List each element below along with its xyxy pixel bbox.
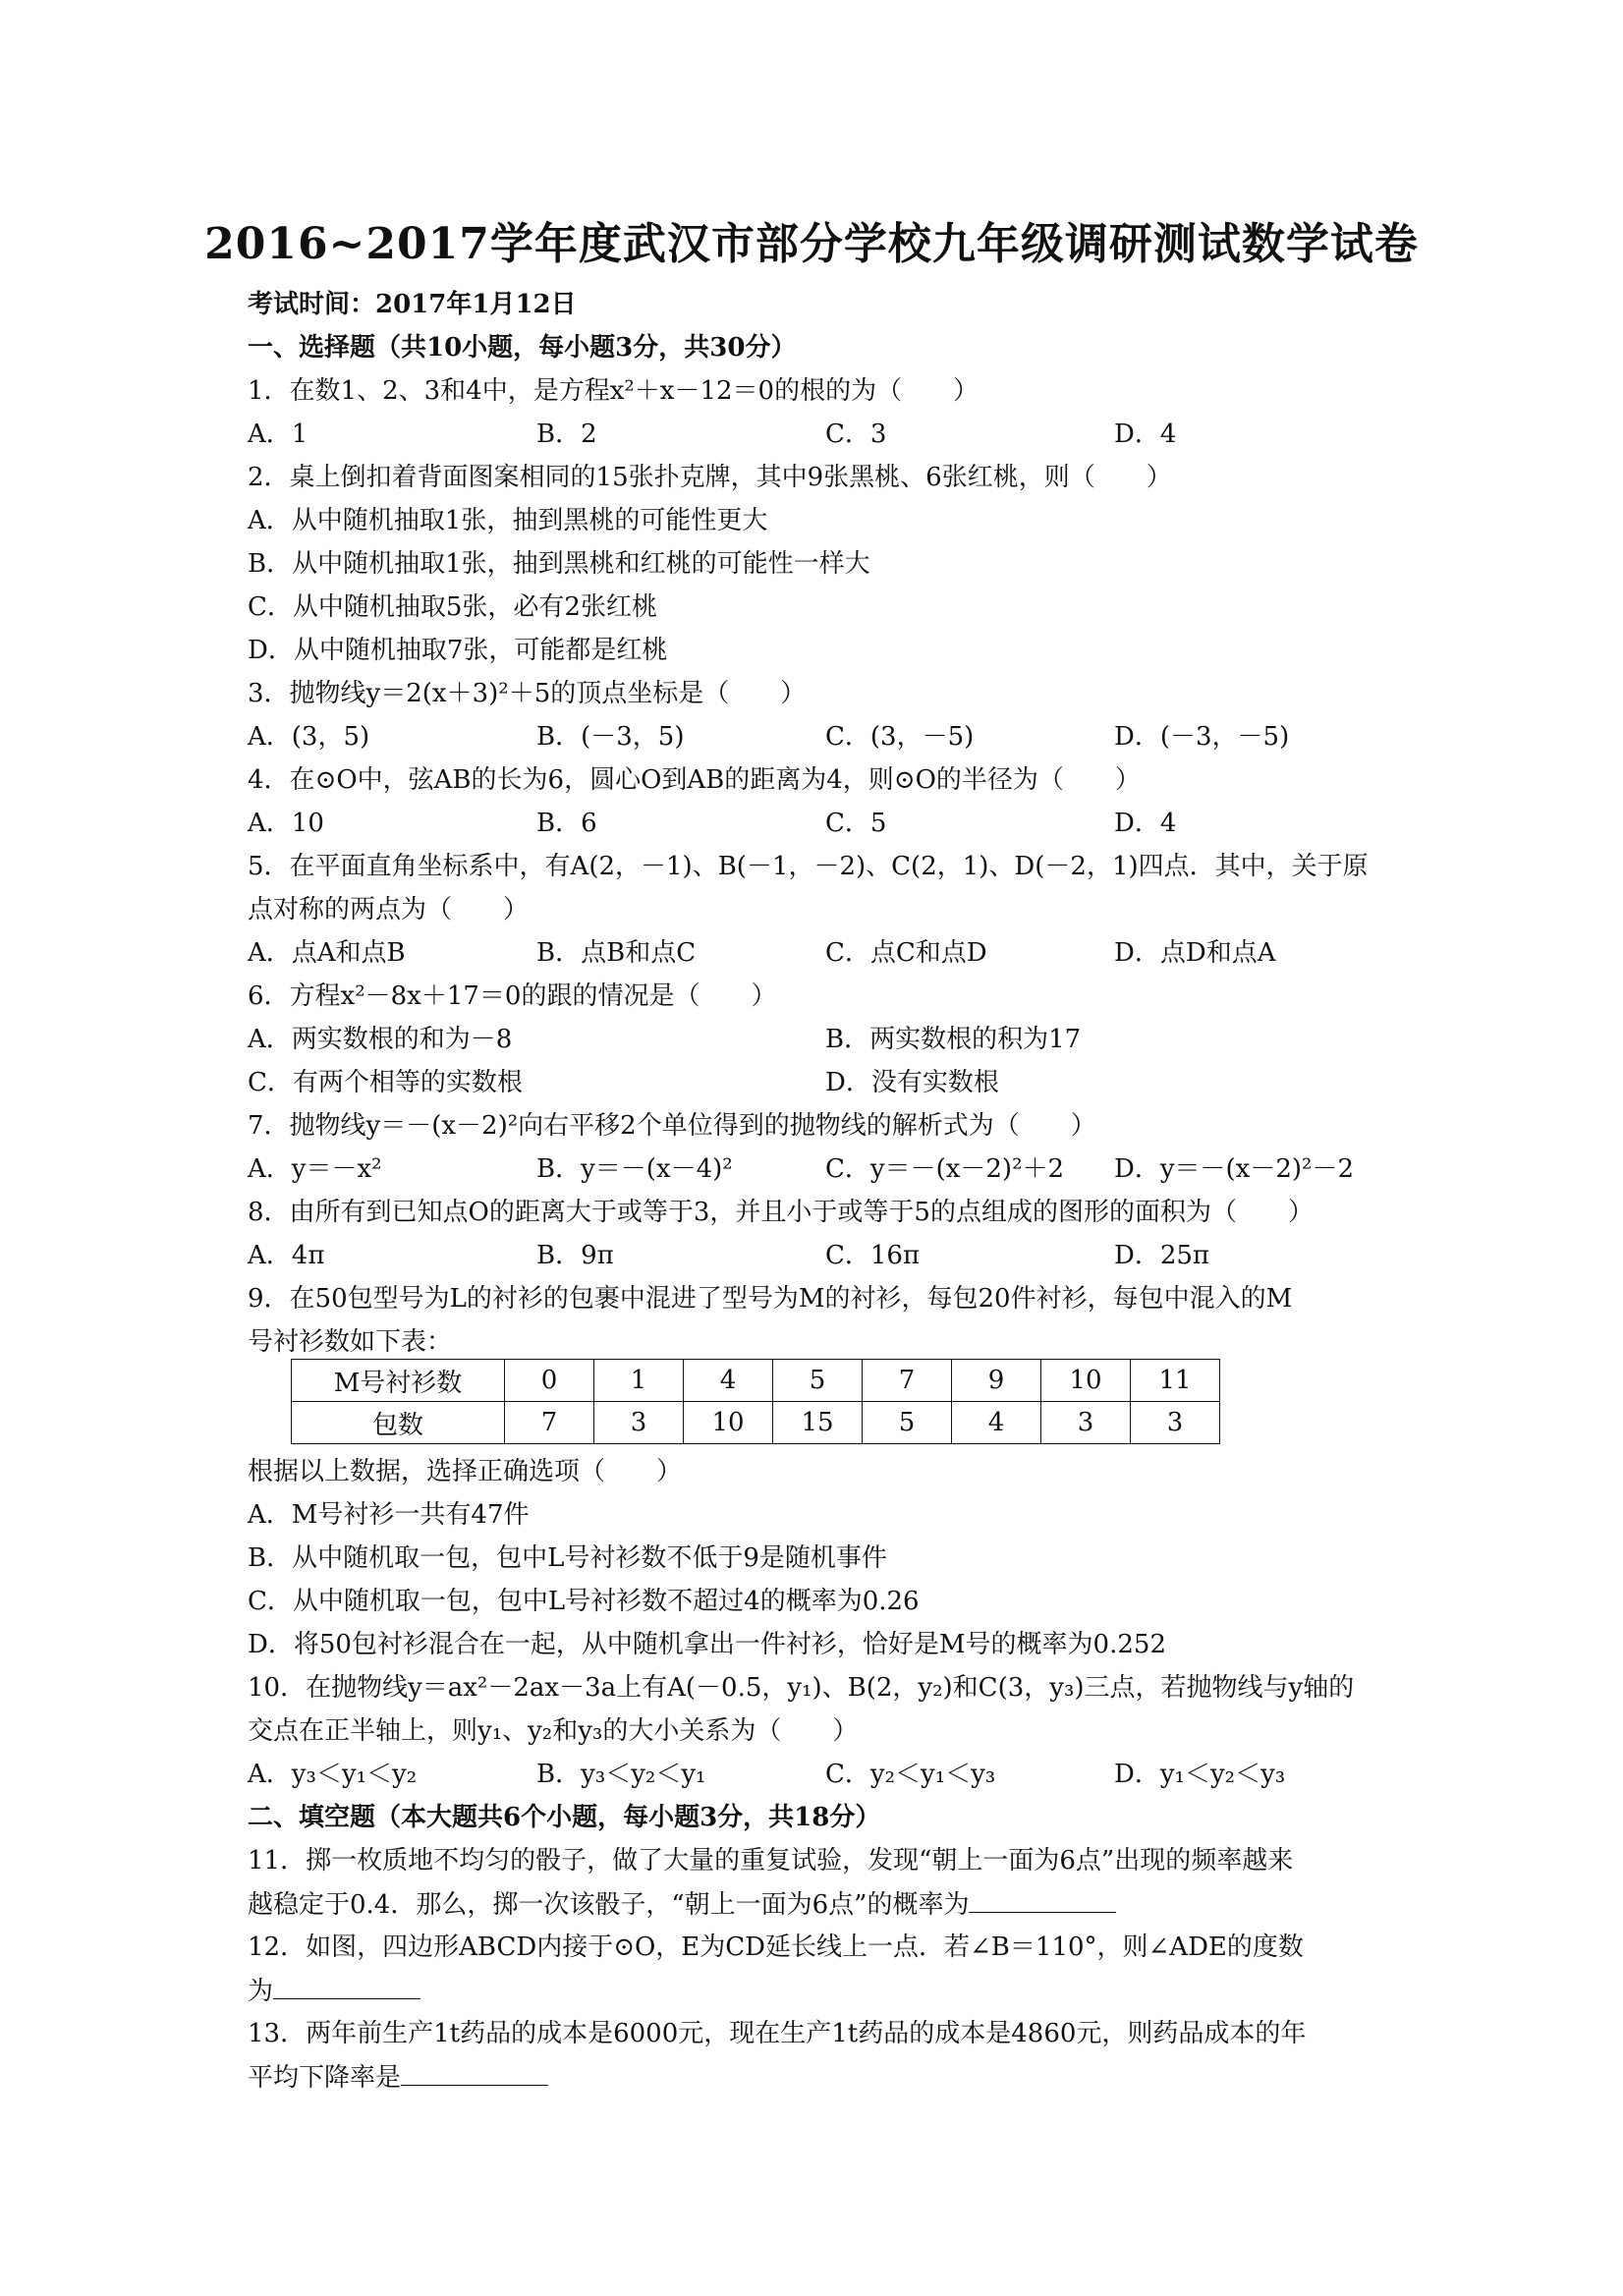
- question-2-option-b: B．从中随机抽取1张，抽到黑桃和红桃的可能性一样大: [248, 549, 870, 579]
- table-cell: 7: [505, 1402, 594, 1444]
- question-9-stem-line-3: 根据以上数据，选择正确选项（ ）: [248, 1457, 683, 1486]
- question-8-option-d: D．25π: [1114, 1241, 1210, 1270]
- question-8-option-c: C．16π: [825, 1241, 921, 1270]
- table-row: [292, 1360, 1220, 1402]
- question-10-option-b: B．y₃＜y₂＜y₁: [536, 1760, 706, 1789]
- table-cell: 5: [773, 1360, 863, 1402]
- question-11-line-1: 11．掷一枚质地不均匀的骰子，做了大量的重复试验，发现“朝上一面为6点”出现的频率越来: [248, 1846, 1294, 1876]
- question-9-option-c: C．从中随机取一包，包中L号衬衫数不超过4的概率为0.26: [248, 1587, 920, 1616]
- question-6-option-d: D．没有实数根: [825, 1068, 999, 1097]
- question-7-option-c: C．y＝－(x－2)²＋2: [825, 1154, 1065, 1184]
- table-cell: 0: [505, 1360, 594, 1402]
- question-6-option-c: C．有两个相等的实数根: [248, 1068, 523, 1097]
- question-3-option-d: D．(－3，－5): [1114, 722, 1290, 752]
- question-9-option-a: A．M号衬衫一共有47件: [248, 1500, 530, 1530]
- answer-blank[interactable]: [401, 2059, 548, 2086]
- question-4-option-b: B．6: [536, 809, 597, 838]
- table-cell: 3: [1131, 1402, 1220, 1444]
- question-10-stem-line-2: 交点在正半轴上，则y₁、y₂和y₃的大小关系为（ ）: [248, 1716, 859, 1746]
- question-3-option-b: B．(－3，5): [536, 722, 685, 752]
- question-8-option-a: A．4π: [248, 1241, 325, 1270]
- question-9-stem-line-2: 号衬衫数如下表：: [248, 1327, 453, 1357]
- question-8-stem: 8．由所有到已知点O的距离大于或等于3，并且小于或等于5的点组成的图形的面积为（ ）: [248, 1198, 1314, 1227]
- shirt-count-table: [291, 1359, 1220, 1444]
- table-cell: 5: [863, 1402, 952, 1444]
- table-cell: 11: [1131, 1360, 1220, 1402]
- question-2-option-c: C．从中随机抽取5张，必有2张红桃: [248, 592, 657, 622]
- question-9-option-d: D．将50包衬衫混合在一起，从中随机拿出一件衬衫，恰好是M号的概率为0.252: [248, 1630, 1166, 1659]
- question-7-stem: 7．抛物线y＝－(x－2)²向右平移2个单位得到的抛物线的解析式为（ ）: [248, 1111, 1096, 1141]
- table-cell: 3: [594, 1402, 684, 1444]
- question-1-option-c: C．3: [825, 420, 887, 449]
- question-2-stem: 2．桌上倒扣着背面图案相同的15张扑克牌，其中9张黑桃、6张红桃，则（ ）: [248, 463, 1172, 492]
- question-2-option-a: A．从中随机抽取1张，抽到黑桃的可能性更大: [248, 506, 768, 535]
- question-5-option-c: C．点C和点D: [825, 938, 987, 968]
- section-2-heading: 二、填空题（本大题共6个小题，每小题3分，共18分）: [248, 1803, 881, 1832]
- question-13-text: 平均下降率是: [248, 2063, 402, 2093]
- question-7-option-d: D．y＝－(x－2)²－2: [1114, 1154, 1354, 1184]
- question-6-option-a: A．两实数根的和为－8: [248, 1025, 513, 1054]
- question-3-stem: 3．抛物线y＝2(x＋3)²＋5的顶点坐标是（ ）: [248, 679, 807, 708]
- question-9-option-b: B．从中随机取一包，包中L号衬衫数不低于9是随机事件: [248, 1543, 887, 1573]
- table-cell: 1: [594, 1360, 684, 1402]
- question-12-text: 为: [248, 1977, 274, 2006]
- table-cell: 10: [1041, 1360, 1131, 1402]
- question-4-stem: 4．在⊙O中，弦AB的长为6，圆心O到AB的距离为4，则⊙O的半径为（ ）: [248, 765, 1141, 795]
- question-3-option-a: A．(3，5): [248, 722, 370, 752]
- table-header-cell: M号衬衫数: [292, 1360, 505, 1402]
- question-5-option-b: B．点B和点C: [536, 938, 697, 968]
- table-cell: 15: [773, 1402, 863, 1444]
- question-13-line-1: 13．两年前生产1t药品的成本是6000元，现在生产1t药品的成本是4860元，则药品成本的年: [248, 2019, 1307, 2048]
- question-1-option-b: B．2: [536, 420, 597, 449]
- page-title: 2016~2017学年度武汉市部分学校九年级调研测试数学试卷: [204, 219, 1419, 269]
- question-4-option-a: A．10: [248, 809, 324, 838]
- question-1-option-d: D．4: [1114, 420, 1177, 449]
- question-8-option-b: B．9π: [536, 1241, 614, 1270]
- question-12-line-2: [248, 1973, 1397, 2009]
- question-10-option-a: A．y₃＜y₁＜y₂: [248, 1760, 418, 1789]
- question-5-stem-line-1: 5．在平面直角坐标系中，有A(2，－1)、B(－1，－2)、C(2，1)、D(－2，1)四点．其中，关于原: [248, 852, 1369, 881]
- table-cell: 9: [952, 1360, 1041, 1402]
- table-cell: 4: [684, 1360, 773, 1402]
- section-1-heading: 一、选择题（共10小题，每小题3分，共30分）: [248, 333, 797, 363]
- question-1-option-a: A．1: [248, 420, 308, 449]
- question-10-option-c: C．y₂＜y₁＜y₃: [825, 1760, 996, 1789]
- question-2-option-d: D．从中随机抽取7张，可能都是红桃: [248, 636, 668, 665]
- exam-time: 考试时间：2017年1月12日: [248, 290, 577, 319]
- question-3-option-c: C．(3，－5): [825, 722, 975, 752]
- question-10-stem-line-1: 10．在抛物线y＝ax²－2ax－3a上有A(－0.5，y₁)、B(2，y₂)和C(3，y₃)三点，若抛物线与y轴的: [248, 1673, 1355, 1703]
- question-5-stem-line-2: 点对称的两点为（ ）: [248, 895, 530, 924]
- question-13-line-2: [248, 2059, 1397, 2096]
- question-12-line-1: 12．如图，四边形ABCD内接于⊙O，E为CD延长线上一点．若∠B＝110°，则∠ADE的度数: [248, 1932, 1304, 1962]
- question-10-option-d: D．y₁＜y₂＜y₃: [1114, 1760, 1286, 1789]
- question-4-option-d: D．4: [1114, 809, 1177, 838]
- question-5-option-d: D．点D和点A: [1114, 938, 1276, 968]
- answer-blank[interactable]: [273, 1973, 420, 1999]
- question-11-text: 越稳定于0.4．那么，掷一次该骰子，“朝上一面为6点”的概率为: [248, 1890, 970, 1920]
- question-11-line-2: [248, 1886, 1397, 1923]
- question-7-option-b: B．y＝－(x－4)²: [536, 1154, 733, 1184]
- question-1-stem: 1．在数1、2、3和4中，是方程x²＋x－12＝0的根的为（ ）: [248, 376, 979, 406]
- question-9-stem-line-1: 9．在50包型号为L的衬衫的包裹中混进了型号为M的衬衫，每包20件衬衫，每包中混入的M: [248, 1284, 1293, 1314]
- table-cell: 3: [1041, 1402, 1131, 1444]
- question-7-option-a: A．y＝－x²: [248, 1154, 382, 1184]
- question-6-stem: 6．方程x²－8x＋17＝0的跟的情况是（ ）: [248, 981, 777, 1011]
- question-6-option-b: B．两实数根的积为17: [825, 1025, 1082, 1054]
- table-header-cell: 包数: [292, 1402, 505, 1444]
- answer-blank[interactable]: [969, 1886, 1116, 1913]
- question-4-option-c: C．5: [825, 809, 887, 838]
- question-5-option-a: A．点A和点B: [248, 938, 406, 968]
- table-cell: 7: [863, 1360, 952, 1402]
- table-row: [292, 1402, 1220, 1444]
- table-cell: 4: [952, 1402, 1041, 1444]
- table-cell: 10: [684, 1402, 773, 1444]
